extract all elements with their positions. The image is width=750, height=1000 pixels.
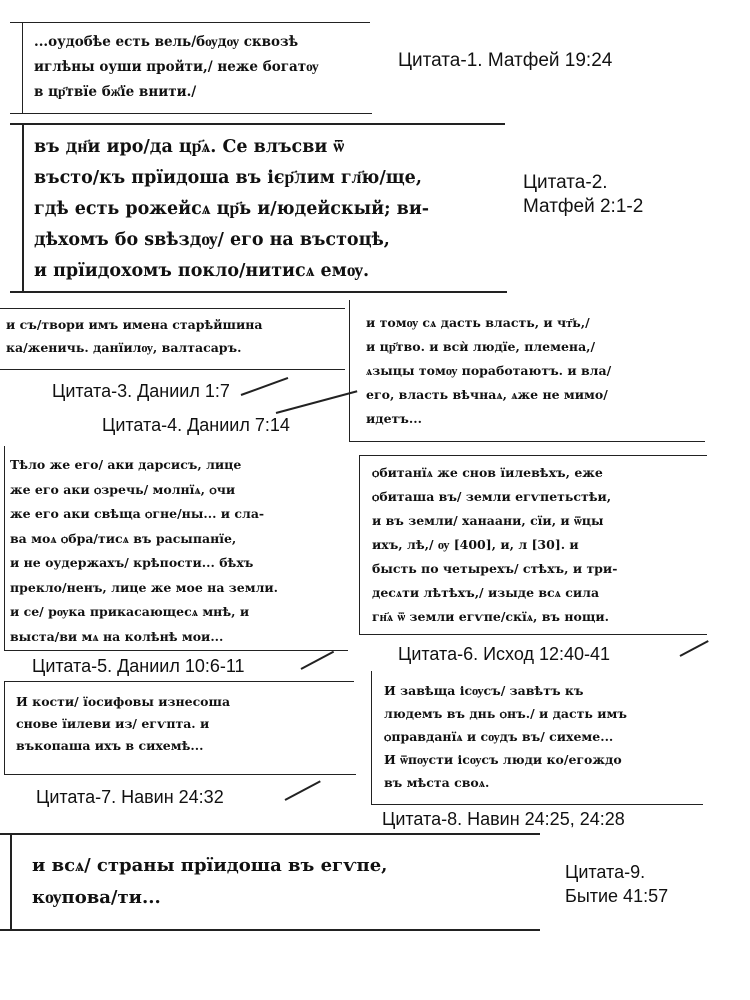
citation-pointer	[301, 651, 335, 670]
divider	[4, 650, 348, 651]
citation-caption: Цитата-8. Навин 24:25, 24:28	[382, 809, 625, 829]
divider	[4, 774, 356, 775]
quote-text: въ дн҃и иро/да цр҃ѧ. Се влъсви ѿ въсто/къ прїидоша въ ієр҃лим гл҃ю/ще, гдѣ есть рожейсѧ цр҃ь и/юдейскый; ви- дѣхомъ бо ѕвѣздѹ/ его на въстоцѣ, и прїидохомъ покло/нитисѧ емѹ.	[34, 137, 430, 281]
divider	[4, 446, 5, 651]
quote-text: и томѹ сѧ дасть власть, и чт҃ь,/ и цр҃тво. и всѝ людїе, племена,/ ѧзыцы томѹ поработаютъ. и вла/ его, власть вѣчнаѧ, ѧже не мимо/ идетъ...	[366, 315, 612, 426]
citation-caption: Цитата-7. Навин 24:32	[36, 787, 224, 807]
divider	[22, 22, 23, 114]
divider	[0, 833, 540, 835]
divider	[359, 455, 360, 635]
divider	[4, 681, 5, 775]
divider	[349, 441, 705, 442]
quote-text: И кости/ їосифовы изнесоша снове їилеви из/ егѵпта. и въкопаша ихъ в сихемѣ...	[16, 694, 231, 753]
citation-reference: Бытие 41:57	[565, 886, 669, 906]
divider	[371, 671, 372, 805]
divider	[4, 681, 354, 682]
divider	[0, 308, 345, 309]
citation-caption: Цитата-9.	[565, 862, 646, 882]
divider	[371, 804, 703, 805]
divider	[359, 455, 707, 456]
quote-text: и съ/твори имъ имена старѣйшина ка/женичь. данїилѹ, валтасаръ.	[6, 317, 263, 355]
divider	[0, 369, 345, 370]
quote-text: и всѧ/ страны прїидоша въ егѵпе, кѹпова/ти...	[32, 855, 388, 908]
divider	[10, 113, 372, 114]
citation-caption: Цитата-1. Матфей 19:24	[398, 50, 613, 71]
citation-caption: Цитата-6. Исход 12:40-41	[398, 644, 611, 664]
citation-pointer	[680, 640, 709, 657]
divider	[10, 833, 12, 930]
divider	[10, 291, 507, 293]
divider	[349, 300, 350, 442]
quote-text: ѻбитанїѧ же снов їилевѣхъ, еже ѻбиташа въ/ земли егѵпетьстѣи, и въ земли/ ханаани, сїи, и ѿцы ихъ, лѣ,/ ѹ [400], и, л [30]. и бысть по четырехъ/ стѣхъ, и три- десѧти лѣтѣхъ,/ изыде всѧ сила гн҃ѧ ѿ земли егѵпе/скїѧ, въ нощи.	[372, 465, 618, 624]
divider	[10, 123, 505, 125]
citation-caption: Цитата-2.	[523, 172, 608, 193]
divider	[359, 634, 707, 635]
citation-caption: Цитата-5. Даниил 10:6-11	[32, 656, 245, 676]
citation-pointer	[241, 377, 289, 396]
divider	[22, 123, 24, 293]
citation-reference: Матфей 2:1-2	[523, 196, 644, 217]
citation-caption: Цитата-4. Даниил 7:14	[102, 415, 290, 435]
divider	[0, 929, 540, 931]
citation-pointer	[285, 780, 321, 801]
divider	[10, 22, 370, 23]
citation-caption: Цитата-3. Даниил 1:7	[52, 381, 230, 401]
citation-pointer	[276, 390, 358, 414]
quote-text: Тѣло же его/ аки дарсисъ, лице же его аки ѻзречь/ молнїѧ, ѻчи же его аки свѣща ѻгне/ны... и сла- ва моѧ ѻбра/тисѧ въ расыпанїе, и не оудержахъ/ крѣпости... бѣхъ прекло/ненъ, лице же мое на земли. и се/ рѹка прикасающесѧ мнѣ, и выста/ви мѧ на колѣнѣ мои...	[10, 457, 279, 644]
quote-text: ...оудобѣе есть вель/бѹдѹ сквозѣ иглѣны оуши пройти,/ неже богатѹ в цр҃твїе бж҃їе внити./	[34, 34, 319, 100]
quote-text: И завѣща ісѹсъ/ завѣтъ къ людемъ въ днь ѻнъ./ и дасть имъ ѻправданїѧ и сѹдъ въ/ сихеме... И ѿпѹсти ісѹсъ люди ко/егождо въ мѣста своѧ.	[384, 683, 627, 790]
